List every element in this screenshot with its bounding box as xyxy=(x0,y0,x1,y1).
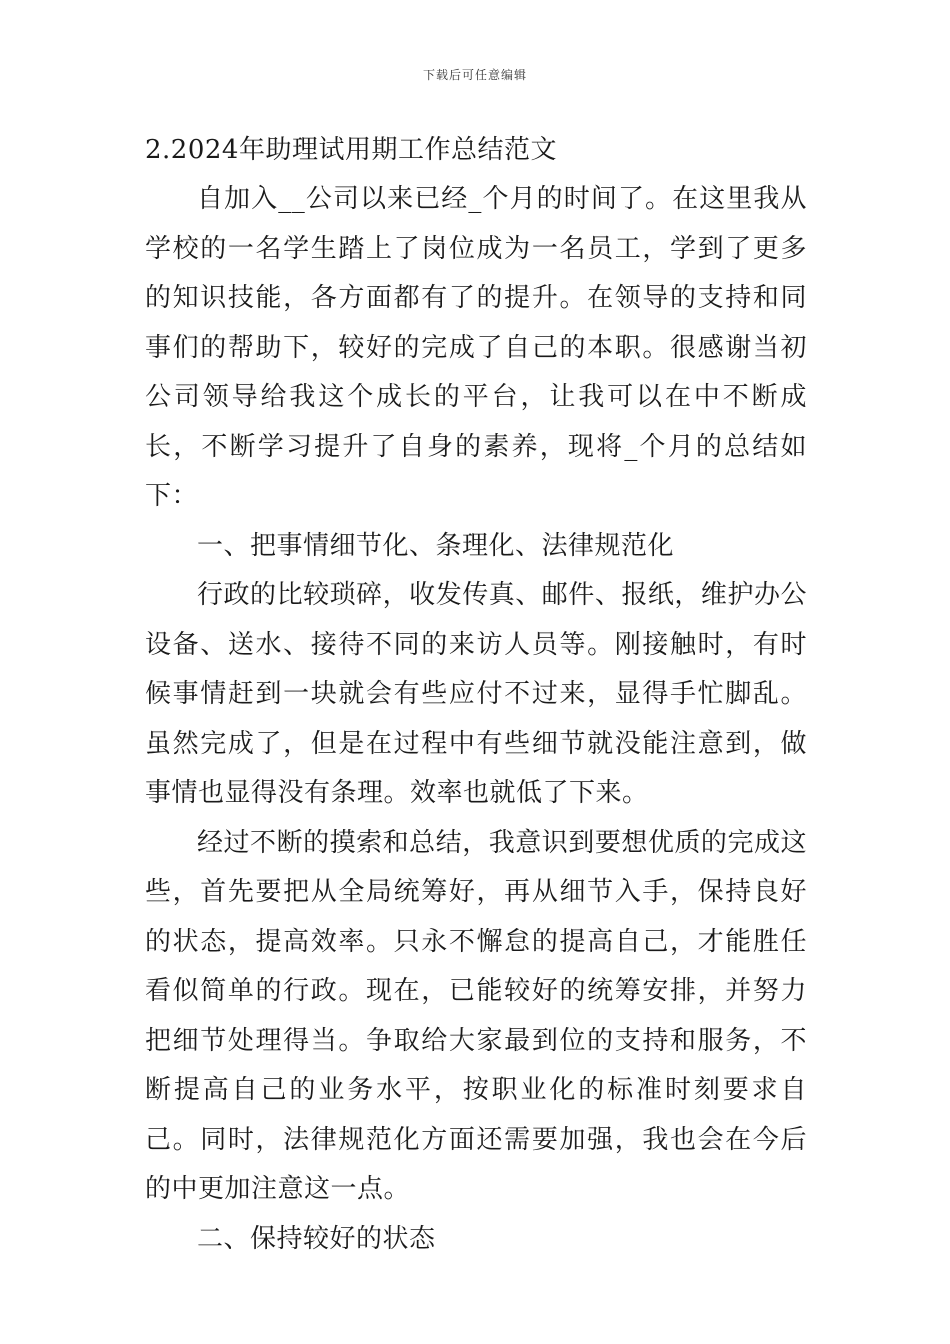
document-body xyxy=(145,126,807,1264)
section1-paragraph-2: 经过不断的摸索和总结，我意识到要想优质的完成这些，首先要把从全局统筹好，再从细节入手，保持良好的状态，提高效率。只永不懈怠的提高自己，才能胜任看似简单的行政。现在，已能较好的统筹安排，并努力把细节处理得当。争取给大家最到位的支持和服务，不断提高自己的业务水平，按职业化的标准时刻要求自己。同时，法律规范化方面还需要加强，我也会在今后的中更加注意这一点。 xyxy=(145,827,807,1204)
document-title: 2.2024年助理试用期工作总结范文 xyxy=(145,135,557,165)
section-heading-2: 二、保持较好的状态 xyxy=(197,1223,436,1254)
header-note: 下载后可任意编辑 xyxy=(422,68,527,82)
intro-paragraph: 自加入__公司以来已经_个月的时间了。在这里我从学校的一名学生踏上了岗位成为一名员工，学到了更多的知识技能，各方面都有了的提升。在领导的支持和同事们的帮助下，较好的完成了自己的本职。很感谢当初公司领导给我这个成长的平台，让我可以在中不断成长，不断学习提升了自身的素养，现将_个月的总结如下： xyxy=(145,184,807,511)
section1-paragraph-1: 行政的比较琐碎，收发传真、邮件、报纸，维护办公设备、送水、接待不同的来访人员等。刚接触时，有时候事情赶到一块就会有些应付不过来，显得手忙脚乱。虽然完成了，但是在过程中有些细节就没能注意到，做事情也显得没有条理。效率也就低了下来。 xyxy=(145,580,807,808)
section-heading-1: 一、把事情细节化、条理化、法律规范化 xyxy=(197,530,675,561)
